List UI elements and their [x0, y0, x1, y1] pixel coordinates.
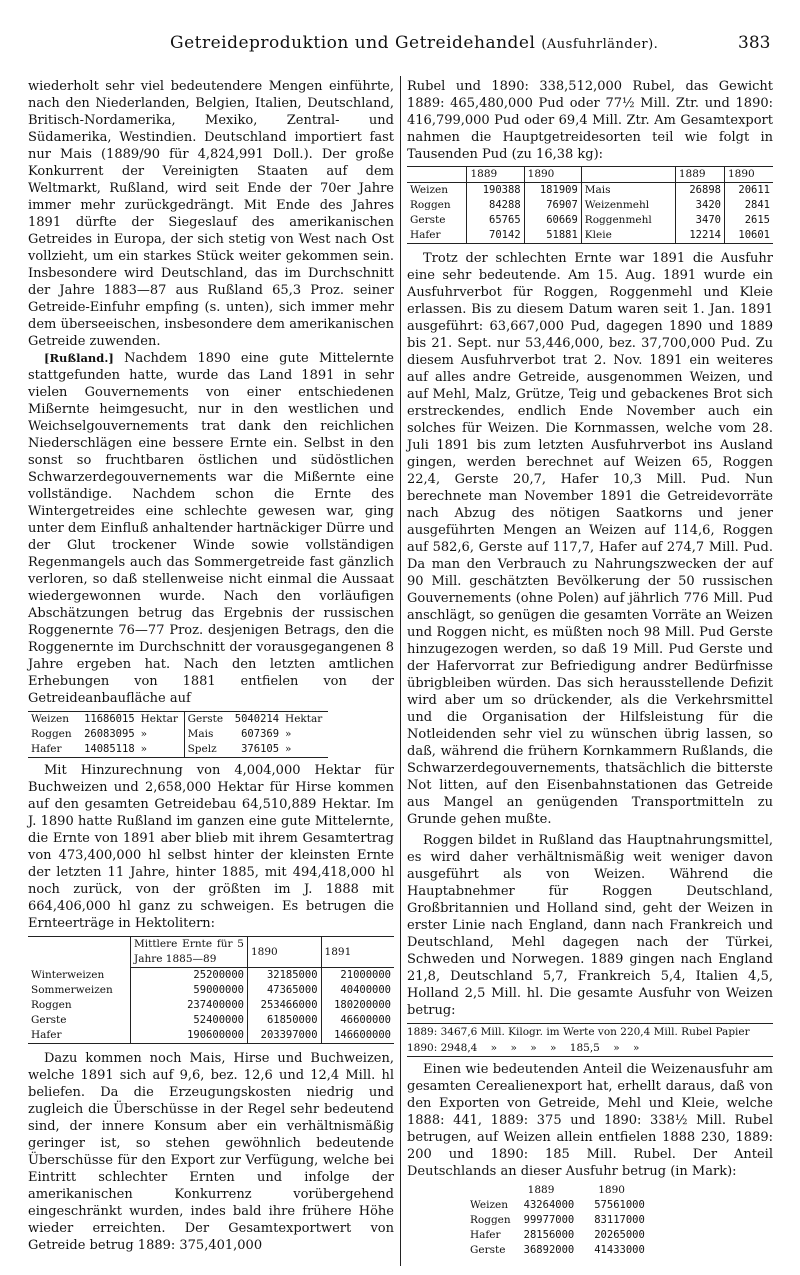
- table-cell: 14085118: [84, 743, 135, 755]
- table-row: [407, 228, 773, 244]
- export-table: [407, 166, 773, 244]
- table-row: [28, 1028, 394, 1044]
- table-row: [467, 1243, 655, 1258]
- left-column: [28, 78, 394, 1254]
- table-cell: 190388: [467, 183, 524, 199]
- paragraph: Trotz der schlechten Ernte war 1891 die Ausfuhr eine sehr bedeutende. Am 15. Aug. 1891 wurde ein Ausfuhrverbot für Roggen, Roggenmehl und Kleie erlassen. Bis zu diesem Datum waren seit 1. Jan. 1891 ausgeführt: 63,667,000 Pud, dagegen 1890 und 1889 bis 21. Sept. nur 53,446,000, bez. 37,700,000 Pud. Zu diesem Ausfuhrverbot trat 2. Nov. 1891 ein weiteres auf alles andre Getreide, ausgenommen Weizen, und auf Mehl, Malz, Grütze, Teig und gebackenes Brot sich erstreckendes, endlich Ende November auch ein solches für Weizen. Die Kornmassen, welche vom 28. Juli 1891 bis zum letzten Ausfuhrverbot ins Ausland gingen, werden berechnet auf Weizen 65, Roggen 22,4, Gerste 20,7, Hafer 10,3 Mill. Pud. Nun berechnete man November 1891 die Getreidevorräte nach Abzug des nötigen Saatkorns und jener ausgeführten Mengen an Weizen auf 114,6, Roggen auf 582,6, Gerste auf 117,7, Hafer auf 274,7 Mill. Pud. Da man den Verbrauch zu Nahrungszwecken der auf 90 Mill. geschätzten Bevölkerung der 50 russischen Gouvernements (ohne Polen) auf jährlich 776 Mill. Pud anschlägt, so genügen die gesamten Vorräte an Weizen und Roggen nicht, es müßten noch 98 Mill. Pud Gerste hinzugezogen werden, so daß 19 Mill. Pud Gerste und der Hafervorrat zur Befriedigung andrer Bedürfnisse übrigbleiben würden. Das sich herausstellende Defizit wird aber um so drückender, als die Verkehrsmittel und die Organisation der Hilfsleistung für die Notleidenden sehr viel zu wünschen übrig lassen, so daß, während die frühern Kornkammern Rußlands, die Schwarzerdegouvernements, thatsächlich die bitterste Not litten, auf den Eisenbahnstationen das Getreide aus Mangel an genügenden Transportmitteln zu Grunde gehen mußte.: [407, 251, 773, 827]
- table-cell: 146600000: [321, 1028, 394, 1044]
- table-cell: 83117000: [594, 1214, 645, 1226]
- table-cell: Kleie: [581, 228, 675, 244]
- table-cell: 253466000: [248, 998, 322, 1013]
- table-cell: Hafer: [470, 1229, 501, 1241]
- running-title: [170, 33, 658, 53]
- table-cell: 20265000: [594, 1229, 645, 1241]
- paragraph-russia: [28, 350, 394, 707]
- table-cell: Gerste: [470, 1244, 506, 1256]
- table-cell: 46600000: [321, 1013, 394, 1028]
- header-title: Getreideproduktion und Getreidehandel: [170, 33, 536, 53]
- table-cell: Roggen: [470, 1214, 511, 1226]
- table-cell: Winterweizen: [31, 968, 105, 981]
- section-label: [Rußland.]: [44, 351, 114, 365]
- table-cell: 41433000: [594, 1244, 645, 1256]
- column-header: 1891: [321, 937, 394, 968]
- table-row: [28, 1013, 394, 1028]
- table-cell: Spelz: [184, 742, 229, 758]
- table-header-row: [28, 937, 394, 968]
- column-header: 1889: [675, 167, 724, 183]
- table-cell: 52400000: [131, 1013, 248, 1028]
- table-cell: Roggen: [31, 728, 72, 740]
- table-cell: Roggenmehl: [581, 213, 675, 228]
- column-header: 1889: [527, 1184, 555, 1196]
- table-cell: Gerste: [31, 1014, 67, 1026]
- paragraph: Einen wie bedeutenden Anteil die Weizenausfuhr am gesamten Cerealienexport hat, erhellt daraus, daß von den Exporten von Getreide, Mehl und Kleie, welche 1888: 441, 1889: 375 und 1890: 338½ Mill. Rubel betrugen, auf Weizen allein entfielen 1888 230, 1889: 200 und 1890: 185 Mill. Rubel. Der Anteil Deutschlands an dieser Ausfuhr betrug (in Mark):: [407, 1062, 773, 1179]
- table-cell: 84288: [467, 198, 524, 213]
- column-header: 1890: [724, 167, 773, 183]
- table-cell: Gerste: [410, 214, 446, 226]
- table-cell: 51881: [524, 228, 581, 244]
- wheat-line: 1890: 2948,4 » » » » 185,5 » »: [407, 1042, 640, 1054]
- table-row: [28, 998, 394, 1013]
- column-header: 1890: [598, 1184, 625, 1196]
- table-cell: 59000000: [131, 983, 248, 998]
- table-cell: Weizen: [410, 184, 449, 196]
- table-cell: Mais: [581, 183, 675, 199]
- table-cell: 10601: [724, 228, 773, 244]
- table-cell: 25200000: [131, 968, 248, 984]
- table-cell: 36892000: [523, 1244, 575, 1256]
- table-cell: 32185000: [248, 968, 322, 984]
- paragraph: Mit Hinzurechnung von 4,004,000 Hektar für Buchweizen und 2,658,000 Hektar für Hirse kommen auf den gesamten Getreidebau 64,510,889 Hektar. Im J. 1890 hatte Rußland im ganzen eine gute Mittelernte, die Ernte von 1891 aber blieb mit ihrem Gesamtertrag von 473,400,000 hl selbst hinter der kleinsten Ernte der letzten 11 Jahre, hinter 1885, mit 494,418,000 hl noch zurück, von der größten im J. 1888 mit 664,406,000 hl ganz zu schweigen. Es betrugen die Ernteerträge in Hektolitern:: [28, 763, 394, 931]
- table-row: [28, 742, 328, 758]
- paragraph: Roggen bildet in Rußland das Hauptnahrungsmittel, es wird daher verhältnismäßig weit weniger davon ausgeführt als von Weizen. Während die Hauptabnehmer für Roggen Deutschland, Großbritannien und Holland sind, geht der Weizen in erster Linie nach England, dann nach Frankreich und Deutschland, Mehl dagegen nach der Türkei, Schweden und Norwegen. 1889 gingen nach England 21,8, Deutschland 5,7, Frankreich 5,4, Italien 4,5, Holland 2,5 Mill. hl. Die gesamte Ausfuhr von Weizen betrug:: [407, 833, 773, 1018]
- table-cell: 70142: [467, 228, 524, 244]
- table-cell: 43264000: [523, 1199, 575, 1211]
- table-cell: Roggen: [31, 999, 72, 1011]
- table-cell: Sommerweizen: [31, 984, 113, 996]
- table-cell: 11686015: [84, 713, 135, 725]
- table-cell: 28156000: [523, 1229, 575, 1241]
- germany-share-table: [467, 1183, 655, 1258]
- table-row: [467, 1228, 655, 1243]
- table-cell: 180200000: [321, 998, 394, 1013]
- column-header: 1889: [467, 167, 524, 183]
- table-cell: Mais: [184, 727, 229, 742]
- table-cell: 5040214: [234, 713, 280, 725]
- paragraph: Dazu kommen noch Mais, Hirse und Buchweizen, welche 1891 sich auf 9,6, bez. 12,6 und 12,4 Mill. hl beliefen. Da die Erzeugungskosten niedrig und zugleich die Überschüsse in der Regel sehr bedeutend sind, der innere Konsum aber ein verhältnismäßig geringer ist, so stehen gewöhnlich bedeutende Überschüsse für den Export zur Verfügung, welche bei Eintritt schlechter Ernten und infolge der amerikanischen Konkurrenz vorübergehend eingeschränkt wurden, indes bald ihre frühere Höhe wieder erreichten. Der Gesamtexportwert von Getreide betrug 1889: 375,401,000: [28, 1051, 394, 1253]
- table-row: [467, 1213, 655, 1228]
- paragraph: wiederholt sehr viel bedeutendere Mengen einführte, nach den Niederlanden, Belgien, Italien, Deutschland, Britisch-Nordamerika, Mexiko, Zentral- und Südamerika, Westindien. Deutschland importiert fast nur Mais (1889/90 für 4,824,991 Doll.). Der große Konkurrent der Vereinigten Staaten auf dem Weltmarkt, Rußland, wird seit Ende der 70er Jahre immer mehr zurückgedrängt. Mit Ende des Jahres 1891 dürfte der Siegeslauf des amerikanischen Getreides in Europa, der sich stetig von West nach Ost vollzieht, um ein starkes Stück weiter gekommen sein. Insbesondere wird Deutschland, das im Durchschnitt der Jahre 1883—87 aus Rußland 65,3 Proz. seiner Getreide-Einfuhr empfing (s. unten), sich immer mehr dem überseeischen, insbesondere dem amerikanischen Getreide zuwenden.: [28, 79, 394, 349]
- harvest-table: [28, 936, 394, 1044]
- table-cell: Weizen: [31, 713, 70, 725]
- table-cell: »: [140, 728, 148, 740]
- table-cell: 181909: [524, 183, 581, 199]
- table-cell: 40400000: [321, 983, 394, 998]
- table-cell: 26083095: [84, 728, 135, 740]
- table-cell: 203397000: [248, 1028, 322, 1044]
- page-number: 383: [738, 33, 771, 53]
- table-cell: 57561000: [594, 1199, 645, 1211]
- column-header: 1890: [248, 937, 322, 968]
- table-cell: 60669: [524, 213, 581, 228]
- wheat-line: 1889: 3467,6 Mill. Kilogr. im Werte von 220,4 Mill. Rubel Papier: [407, 1026, 750, 1038]
- table-cell: Weizen: [470, 1199, 509, 1211]
- table-cell: 47365000: [248, 983, 322, 998]
- wheat-export-lines: [407, 1023, 773, 1057]
- table-row: [28, 727, 328, 742]
- table-cell: Hafer: [410, 229, 441, 241]
- table-cell: 190600000: [131, 1028, 248, 1044]
- table-cell: 2615: [724, 213, 773, 228]
- table-cell: Hafer: [31, 743, 62, 755]
- table-cell: 21000000: [321, 968, 394, 984]
- table-cell: Gerste: [184, 712, 229, 728]
- table-cell: Hafer: [31, 1029, 62, 1041]
- table-cell: 3420: [675, 198, 724, 213]
- table-cell: Weizenmehl: [581, 198, 675, 213]
- table-row: [407, 198, 773, 213]
- table-header-row: [467, 1183, 655, 1198]
- table-cell: 12214: [675, 228, 724, 244]
- table-cell: »: [285, 728, 292, 740]
- table-header-row: [407, 167, 773, 183]
- table-row: [407, 183, 773, 199]
- column-divider: [400, 76, 401, 1266]
- table-row: [28, 968, 394, 984]
- table-cell: 2841: [724, 198, 773, 213]
- table-cell: 99977000: [523, 1214, 575, 1226]
- column-header: Mittlere Ernte für 5 Jahre 1885—89: [131, 937, 248, 968]
- right-column: [407, 78, 773, 1258]
- table-cell: »: [140, 743, 148, 755]
- table-row: [407, 213, 773, 228]
- table-cell: 376105: [241, 743, 280, 755]
- page-header: [0, 0, 800, 62]
- area-table: [28, 711, 328, 758]
- table-cell: »: [285, 743, 292, 755]
- table-cell: Hektar: [285, 713, 323, 725]
- table-cell: Roggen: [410, 199, 451, 211]
- table-row: [467, 1198, 655, 1213]
- table-row: [28, 712, 328, 728]
- table-cell: 76907: [524, 198, 581, 213]
- table-cell: 20611: [724, 183, 773, 199]
- table-cell: 65765: [467, 213, 524, 228]
- table-cell: Hektar: [140, 713, 178, 725]
- header-subtitle: (Ausfuhrländer).: [541, 37, 659, 52]
- table-cell: 607369: [241, 728, 280, 740]
- table-cell: 26898: [675, 183, 724, 199]
- paragraph: Rubel und 1890: 338,512,000 Rubel, das Gewicht 1889: 465,480,000 Pud oder 77½ Mill. Ztr. und 1890: 416,799,000 Pud oder 69,4 Mill. Ztr. Am Gesamtexport nahmen die Hauptgetreidesorten teil wie folgt in Tausenden Pud (zu 16,38 kg):: [407, 79, 773, 162]
- paragraph-text: Nachdem 1890 eine gute Mittelernte stattgefunden hatte, wurde das Land 1891 in sehr vielen Gouvernements von einer entschiedenen Mißernte heimgesucht, nur in den westlichen und Weichselgouvernements trat dank den reichlichen Niederschlägen eine bessere Ernte ein. Selbst in den sonst so fruchtbaren östlichen und südöstlichen Schwarzerdegouvernements war die Mißernte eine vollständige. Nachdem schon die Ernte des Wintergetreides eine schlechte gewesen war, ging unter dem Einfluß anhaltender hartnäckiger Dürre und der Glut trockener Winde sowie vollständigen Regenmangels auch das Sommergetreide fast gänzlich verloren, so daß stellenweise nicht einmal die Aussaat wiedergewonnen wurde. Nach den vorläufigen Abschätzungen betrug das Ergebnis der russischen Roggenernte 76—77 Proz. desjenigen Betrags, den die Roggenernte im Durchschnitt der vorausgegangenen 8 Jahre ergeben hat. Nach den letzten amtlichen Erhebungen von 1881 entfielen von der Getreideanbaufläche auf: [28, 351, 394, 706]
- table-cell: 3470: [675, 213, 724, 228]
- table-cell: 61850000: [248, 1013, 322, 1028]
- table-cell: 237400000: [131, 998, 248, 1013]
- column-header: 1890: [524, 167, 581, 183]
- table-row: [28, 983, 394, 998]
